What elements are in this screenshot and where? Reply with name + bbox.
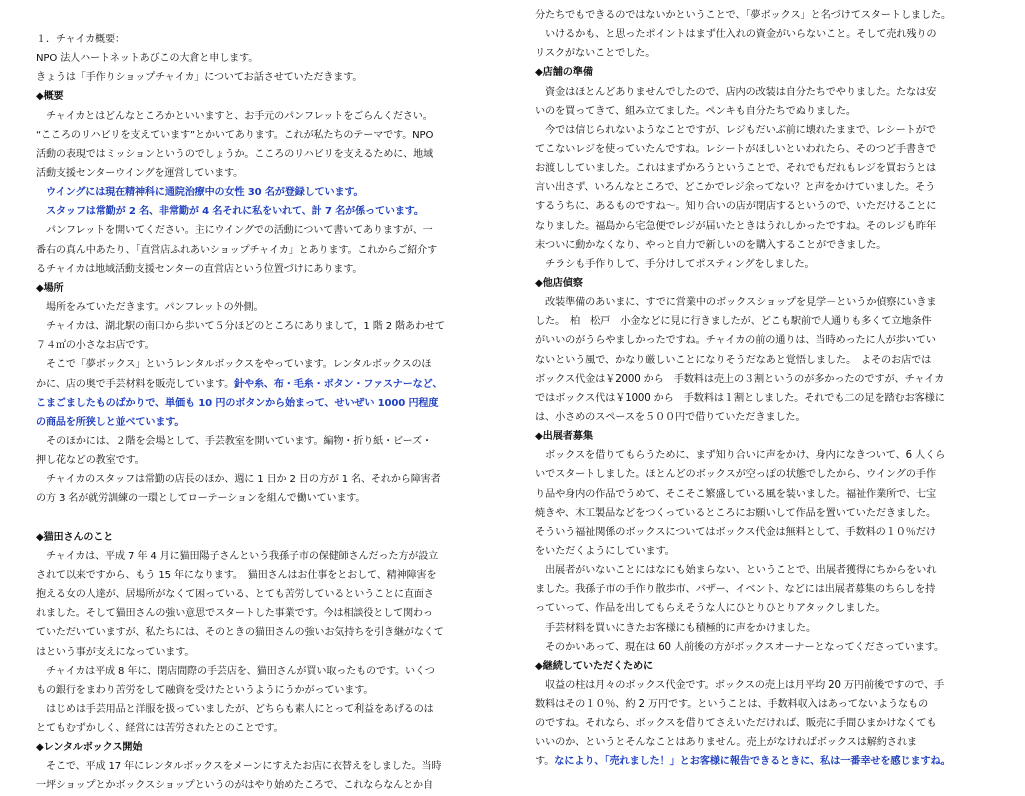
blank-line [36, 509, 484, 528]
text-line [36, 375, 484, 394]
text-line [36, 719, 484, 738]
line-text: の商品を所狭しと並べています。 [36, 416, 185, 428]
text-line [535, 6, 990, 25]
text-line [36, 489, 484, 508]
line-text: 活動支援センターウイングを運営しています。 [36, 167, 244, 179]
line-text: チャイカは、平成 7 年 4 月に猫田陽子さんという我孫子市の保健師さんだった方が設立 [46, 550, 439, 562]
line-text: 分たちでもできるのではないかということで、「夢ボックス」と名づけてスタートしました。 [535, 10, 952, 21]
text-line [535, 619, 990, 638]
line-text: をいただくようにしています。 [535, 545, 675, 557]
text-line [36, 700, 484, 719]
text-line [535, 561, 990, 580]
line-text: ないという風で、かなり厳しいことになりそうだなあと覚悟しました。 よそのお店では [535, 354, 932, 366]
line-text: ていただいていますが、私たちには、そのときの猫田さんの強いお気持ちを引き継がなくて [36, 627, 444, 639]
text-line [36, 298, 484, 317]
line-text: もの銀行をまわり苦労をして融資を受けたというようにうかがっています。 [36, 684, 374, 696]
line-text: 場所をみていただきます。パンフレットの外側。 [46, 301, 264, 313]
line-text: れました。そして猫田さんの強い意思でスタートした事業です。今は相談役として関わっ [36, 608, 433, 620]
line-text: いのを買ってきて、組み立てました。ペンキも自分たちでぬりました。 [535, 105, 856, 117]
text-line [36, 470, 484, 489]
line-text: するうちに、あるものですね～。知り合いの店が閉店するというので、いただけることに [535, 201, 937, 213]
left-column [36, 0, 484, 796]
text-line [535, 504, 990, 523]
section-heading [36, 87, 484, 106]
line-text: そのほかには、２階を会場として、手芸教室を開いています。編物・折り紙・ビーズ・ [46, 435, 432, 447]
line-text: 抱える女の人達が、居場所がなくて困っている、とても苦労しているということに直面さ [36, 589, 434, 601]
text-line [36, 241, 484, 260]
text-line [535, 523, 990, 542]
line-text: 押し花などの教室です。 [36, 455, 145, 467]
text-line [36, 221, 484, 240]
text-line [535, 485, 990, 504]
text-line [36, 336, 484, 355]
line-text: そこで、平成 17 年にレンタルボックスをメーンにすえたお店に衣替えをしました。当時 [46, 761, 442, 773]
line-text: のですね。それなら、ボックスを借りてさえいただければ、販売に手間ひまかけなくても [535, 718, 937, 730]
text-line [535, 695, 990, 714]
line-text: はという事が支えになっています。 [36, 646, 195, 658]
text-line [535, 44, 990, 63]
text-line [36, 604, 484, 623]
line-text: 資金はほとんどありませんでしたので、店内の改装は自分たちでやりました。たなは安 [545, 86, 937, 98]
text-line [535, 408, 990, 427]
line-text: 手芸材料を買いにきたお客様にも積極的に声をかけました。 [545, 622, 817, 634]
line-text: いけるかも、と思ったポイントはまず仕入れの資金がいらないこと。そして売れ残りの [545, 29, 937, 41]
text-line [36, 260, 484, 279]
text-line [36, 451, 484, 470]
text-line [36, 164, 484, 183]
text-line [36, 183, 484, 202]
line-text: ◆他店偵察 [535, 277, 583, 289]
line-text: した。 柏 松戸 小金などに見に行きましたが、どこも駅前で人通りも多くて立地条件 [535, 316, 932, 328]
right-column [535, 0, 990, 772]
line-text: いいのか、というとそんなことはありません。売上がなければボックスは解約されま [535, 737, 917, 749]
line-text: 収益の柱は月々のボックス代金です。ボックスの売上は月平均 20 万円前後ですので、手 [545, 679, 945, 691]
line-text: ◆猫田さんのこと [36, 531, 114, 543]
text-line [36, 662, 484, 681]
line-text: てこないレジを使っていたんですね。レシートがほしいといわれたら、そのつど手書きで [535, 143, 936, 155]
line-text: 活動の表現ではミッションというのでしょうか。こころのリハビリを支えるために、地域 [36, 148, 434, 160]
line-text: とてもむずかしく、経営には苦労されたとのことです。 [36, 723, 284, 735]
text-line [535, 542, 990, 561]
line-text: きょうは「手作りショップチャイカ」についてお話させていただきます。 [36, 72, 363, 84]
text-line [535, 351, 990, 370]
line-text: す。 [535, 756, 555, 768]
text-line [36, 145, 484, 164]
text-line [535, 217, 990, 236]
text-line [36, 30, 484, 49]
line-text: そのかいあって、現在は 60 人前後の方がボックスオーナーとなってくださっています。 [545, 641, 945, 653]
line-text: いでスタートしました。ほとんどのボックスが空っぽの状態でしたから、ウイングの手作 [535, 469, 936, 481]
line-text: ◆店舗の準備 [535, 67, 593, 79]
text-line [36, 643, 484, 662]
text-line [36, 202, 484, 221]
text-line [36, 547, 484, 566]
line-text: 一坪ショップとかボックスショップというのがはやり始めたころで、これならなんとか自 [36, 780, 433, 792]
line-text: チャイカのスタッフは常勤の店長のほか、週に 1 日か 2 日の方が 1 名、それから障害者 [46, 474, 441, 486]
text-line [535, 638, 990, 657]
text-line [535, 83, 990, 102]
text-line [36, 681, 484, 700]
text-line [535, 580, 990, 599]
line-text: ◆継続していただくために [535, 660, 654, 672]
line-text: スタッフは常勤が 2 名、非常勤が 4 名それに私をいれて、計 7 名が係っています。 [46, 206, 424, 218]
text-line [535, 25, 990, 44]
text-line [535, 714, 990, 733]
section-heading [36, 279, 484, 298]
text-line [535, 312, 990, 331]
line-text: NPO 法人ハートネットあびこの大倉と申します。 [36, 53, 259, 65]
line-text: １．チャイカ概要： [36, 34, 125, 45]
section-heading [535, 63, 990, 82]
line-text: 数料はその１０％、約 2 万円です。ということは、手数料収入はあってないようなもの [535, 699, 929, 711]
text-line [535, 293, 990, 312]
line-text: っていって、作品を出してもらえそうな人にひとりひとりアタックしました。 [535, 603, 886, 615]
section-heading [535, 427, 990, 446]
text-line [535, 389, 990, 408]
section-heading [535, 274, 990, 293]
line-text: ボックス代金は￥2000 から 手数料は売上の３割というのが多かったのですが、チャイカ [535, 373, 945, 385]
text-line [535, 733, 990, 752]
line-text: 焼きや、木工製品などをつくっているところにお願いして作品を置いていただきました。 [535, 507, 937, 519]
line-text: お渡ししていました。これはまずかろうということで、それでもだれもレジを買おうとは [535, 163, 937, 175]
line-text: 今では信じられないようなことですが、レジもだいぶ前に壊れたままで、レシートがで [545, 124, 936, 136]
text-line [535, 121, 990, 140]
text-line [36, 49, 484, 68]
line-text: そこで「夢ボックス」というレンタルボックスをやっています。レンタルボックスのほ [46, 359, 432, 371]
line-text: はじめは手芸用品と洋服を扱っていましたが、どちらも素人にとって利益をあげるのは [46, 703, 434, 715]
text-line [36, 413, 484, 432]
line-text: されて以来ですから、もう 15 年になります。 猫田さんはお仕事をとおして、精神障害を [36, 569, 437, 581]
line-text: 番右の真ん中あたり、「直営店ふれあいショップチャイカ」とあります。これからご紹介す [36, 244, 438, 256]
section-heading [36, 738, 484, 757]
text-line [535, 236, 990, 255]
line-text: ボックスを借りてもらうために、まず知り合いに声をかけ、身内になきついて、6 人くら [545, 450, 946, 462]
text-line [36, 126, 484, 145]
section-heading [36, 528, 484, 547]
text-line [535, 676, 990, 695]
text-line [36, 355, 484, 374]
section-heading [535, 657, 990, 676]
line-text: の方 3 名が就労訓練の一環としてローテーションを組んで働いています。 [36, 493, 366, 505]
line-text: こまごましたものばかりで、単価も 10 円のボタンから始まって、せいぜい 1000 円程度 [36, 397, 439, 409]
line-text: チラシも手作りして、手分けしてポスティングをしました。 [545, 258, 815, 270]
line-text: 出展者がいないことにはなにも始まらない、ということで、出展者獲得にちからをいれ [545, 565, 937, 577]
line-text: 言い出さず、いろんなところで、どこかでレジ余ってない？と声をかけていました。そう [535, 182, 936, 194]
text-line [36, 585, 484, 604]
line-text: ウイングには現在精神科に通院治療中の女性 30 名が登録しています。 [46, 187, 364, 199]
line-text: かに、店の奥で手芸材料を販売しています。 [36, 378, 235, 390]
text-line [36, 394, 484, 413]
text-line [535, 331, 990, 350]
line-text: ◆レンタルボックス開始 [36, 742, 143, 754]
line-text: リスクがないことでした。 [535, 48, 656, 60]
text-line [36, 107, 484, 126]
highlighted-text: なにより、「売れました！」とお客様に報告できるときに、私は一番幸せを感じますね。 [554, 756, 951, 768]
line-text: り品や身内の作品でうめて、そこそこ繁盛している風を装いました。福祉作業所で、七宝 [535, 488, 937, 500]
text-line [36, 432, 484, 451]
line-text: そういう福祉関係のボックスについてはボックス代金は無料として、手数料の１０％だけ [535, 526, 936, 538]
line-text: チャイカとはどんなところかといいますと、お手元のパンフレットをごらんください。 [46, 110, 433, 122]
line-text: “こころのリハビリを支えています”とかいてあります。これが私たちのテーマです。NPO [36, 129, 434, 141]
line-text: なりました。福島から宅急便でレジが届いたときはうれしかったですね。そのレジも昨年 [535, 220, 936, 232]
text-line [535, 465, 990, 484]
text-line [535, 102, 990, 121]
text-line [535, 178, 990, 197]
line-text: ◆出展者募集 [535, 431, 593, 443]
line-text: るチャイカは地域活動支援センターの直営店という位置づけにあります。 [36, 263, 363, 275]
line-text: 改装準備のあいまに、すでに営業中のボックスショップを見学－というか偵察にいきま [545, 297, 937, 309]
text-line [535, 370, 990, 389]
text-line [36, 68, 484, 87]
line-text: チャイカは平成 8 年に、閉店間際の手芸店を、猫田さんが買い取ったものです。いくつ [46, 665, 435, 677]
line-text: ました。我孫子市の手作り散歩市、バザー、イベント、などには出展者募集のちらしを持 [535, 584, 936, 596]
line-text: ◆概要 [36, 91, 64, 103]
text-line [36, 566, 484, 585]
line-text: ７４㎡の小さなお店です。 [36, 340, 155, 352]
text-line [36, 757, 484, 776]
text-line [535, 140, 990, 159]
line-text: 末ついに動かなくなり、やっと自力で新しいのを購入することができました。 [535, 239, 887, 251]
highlighted-text: 針や糸、布・毛糸・ボタン・ファスナーなど、 [234, 378, 443, 390]
text-line [36, 776, 484, 795]
text-line [36, 623, 484, 642]
text-line [535, 159, 990, 178]
line-text: パンフレットを開いてください。主にウイングでの活動について書いてありますが、一 [46, 225, 433, 237]
line-text: は、小さめのスペースを５００円で借りていただきました。 [535, 411, 806, 423]
text-line [535, 446, 990, 465]
line-text: ◆場所 [36, 282, 64, 294]
text-line [535, 599, 990, 618]
text-line [36, 317, 484, 336]
text-line [535, 255, 990, 274]
line-text: チャイカは、湖北駅の南口から歩いて５分ほどのところにありまして，1 階 2 階あわせて [46, 321, 445, 333]
line-text: ではボックス代は￥1000 から 手数料は１割としました。それでも二の足を踏むお客様に [535, 392, 945, 404]
text-line [535, 752, 990, 771]
text-line [535, 197, 990, 216]
line-text: がいいのがうらやましかったですね。チャイカの前の通りは、当時めったに人が歩いてい [535, 335, 936, 347]
